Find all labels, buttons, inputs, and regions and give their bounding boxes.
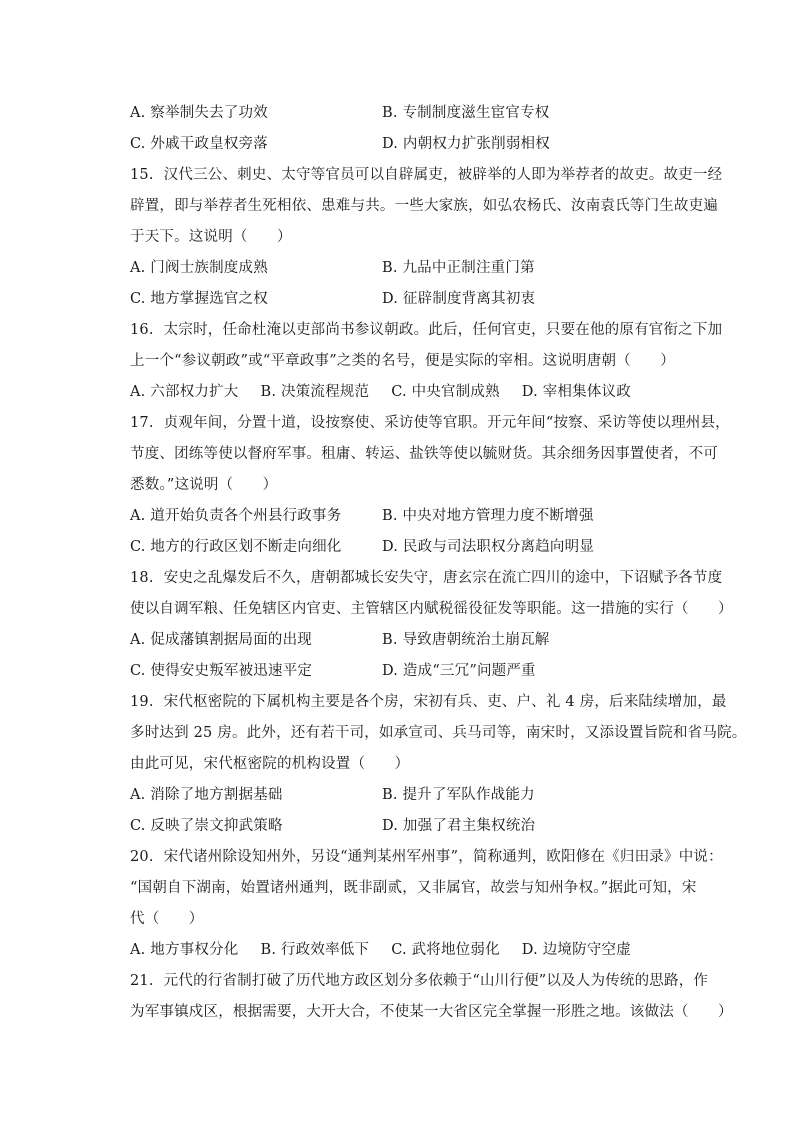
q14-options-row-2 [130,129,696,160]
q20-stem-line-2: “国朝自下湖南，始置诸州通判，既非副贰，又非属官，故尝与知州争权。”据此可知，宋 [130,880,697,896]
q16-option-d[interactable]: D. 宰相集体议政 [521,384,631,400]
q16-option-b[interactable]: B. 决策流程规范 [260,384,370,400]
q19-number: 19. [130,694,154,710]
q15-stem-line-1: 15. 汉代三公、刺史、太守等官员可以自辟属吏，被辟举的人即为举荐者的故吏。故吏一经 [130,167,723,183]
q20-option-d[interactable]: D. 边境防守空虚 [521,942,631,958]
q19-options-row-2 [130,811,696,842]
q20-stem-line-1: 20. 宋代诸州除设知州外，另设“通判某州军州事”，简称通判，欧阳修在《归田录》中说： [130,849,723,865]
q19-stem-line-2: 多时达到 25 房。此外，还有若干司，如承宣司、兵马司等，南宋时，又添设置旨院和省马院。 [130,725,747,741]
q19-options-row-1 [130,780,696,811]
q16-stem-line-1: 16. 太宗时，任命杜淹以吏部尚书参议朝政。此后，任何官吏，只要在他的原有官衔之下加 [130,322,723,338]
q16-option-a[interactable]: A. 六部权力扩大 [130,384,239,400]
q15-option-c[interactable]: C. 地方掌握选官之权 [130,291,268,307]
q18-number: 18. [130,570,154,586]
q17-option-a[interactable]: A. 道开始负责各个州县行政事务 [130,508,342,524]
q18-option-a[interactable]: A. 促成藩镇割据局面的出现 [130,632,312,648]
exam-page [130,98,747,1028]
q17-options-row-2 [130,532,696,563]
q20-number: 20. [130,849,154,865]
q15-stem-line-2: 辟置，即与举荐者生死相依、患难与共。一些大家族，如弘农杨氏、汝南袁氏等门生故吏遍 [130,198,718,214]
q15-option-a[interactable]: A. 门阀士族制度成熟 [130,260,268,276]
q16-stem-line-2: 上一个“参议朝政”或“平章政事”之类的名号，便是实际的宰相。这说明唐朝（ ） [130,353,675,369]
q17-option-d[interactable]: D. 民政与司法职权分离趋向明显 [382,539,595,555]
q16-option-c[interactable]: C. 中央官制成熟 [391,384,500,400]
q15-options-row-1 [130,253,696,284]
q18-option-b[interactable]: B. 导致唐朝统治土崩瓦解 [382,632,550,648]
q15-option-b[interactable]: B. 九品中正制注重门第 [382,260,535,276]
q17-stem-line-1: 17. 贞观年间，分置十道，设按察使、采访使等官职。开元年间“按察、采访等使以理州县， [130,415,730,431]
q19-option-a[interactable]: A. 消除了地方割据基础 [130,787,283,803]
q15-number: 15. [130,167,154,183]
q15-options-row-2 [130,284,696,315]
q15-stem-line-3: 于天下。这说明（ ） [130,229,292,245]
q18-stem-line-2: 使以自调军粮、任免辖区内官吏、主管辖区内赋税徭役征发等职能。这一措施的实行（ ） [130,601,733,617]
q20-options-row [130,935,696,966]
q21-stem-line-2: 为军事镇戍区，根据需要，大开大合，不使某一大省区完全掌握一形胜之地。该做法（ ） [130,1004,733,1020]
q16-options-row [130,377,696,408]
q19-stem-line-1: 19. 宋代枢密院的下属机构主要是各个房，宋初有兵、吏、户、礼 4 房，后来陆续增加，最 [130,694,727,710]
q20-option-b[interactable]: B. 行政效率低下 [260,942,370,958]
q21-number: 21. [130,973,154,989]
q19-option-c[interactable]: C. 反映了崇文抑武策略 [130,818,283,834]
q17-stem-line-3: 悉数。”这说明（ ） [130,477,278,493]
q15-option-d[interactable]: D. 征辟制度背离其初衷 [382,291,536,307]
q14-option-d[interactable]: D. 内朝权力扩张削弱相权 [382,136,550,152]
q21-stem-line-1: 21. 元代的行省制打破了历代地方政区划分多依赖于“山川行便”以及人为传统的思路，作 [130,973,709,989]
q18-option-d[interactable]: D. 造成“三冗”问题严重 [382,663,536,679]
q17-option-b[interactable]: B. 中央对地方管理力度不断增强 [382,508,594,524]
q18-option-c[interactable]: C. 使得安史叛军被迅速平定 [130,663,313,679]
q14-option-a[interactable]: A. 察举制失去了功效 [130,105,268,121]
q19-stem-line-3: 由此可见，宋代枢密院的机构设置（ ） [130,756,410,772]
q17-stem-line-2: 节度、团练等使以督府军事。租庸、转运、盐铁等使以毓财货。其余细务因事置使者，不可 [130,446,718,462]
q14-options-row-1 [130,98,696,129]
q18-options-row-2 [130,656,696,687]
q17-number: 17. [130,415,154,431]
q14-option-b[interactable]: B. 专制制度滋生宦官专权 [382,105,550,121]
q17-option-c[interactable]: C. 地方的行政区划不断走向细化 [130,539,342,555]
q18-stem-line-1: 18. 安史之乱爆发后不久，唐朝都城长安失守，唐玄宗在流亡四川的途中，下诏赋予各节度 [130,570,723,586]
q19-option-d[interactable]: D. 加强了君主集权统治 [382,818,536,834]
q20-option-a[interactable]: A. 地方事权分化 [130,942,239,958]
q14-option-c[interactable]: C. 外戚干政皇权旁落 [130,136,268,152]
q18-options-row-1 [130,625,696,656]
q20-option-c[interactable]: C. 武将地位弱化 [391,942,500,958]
q17-options-row-1 [130,501,696,532]
q16-number: 16. [130,322,154,338]
q19-option-b[interactable]: B. 提升了军队作战能力 [382,787,535,803]
q20-stem-line-3: 代（ ） [130,911,204,927]
